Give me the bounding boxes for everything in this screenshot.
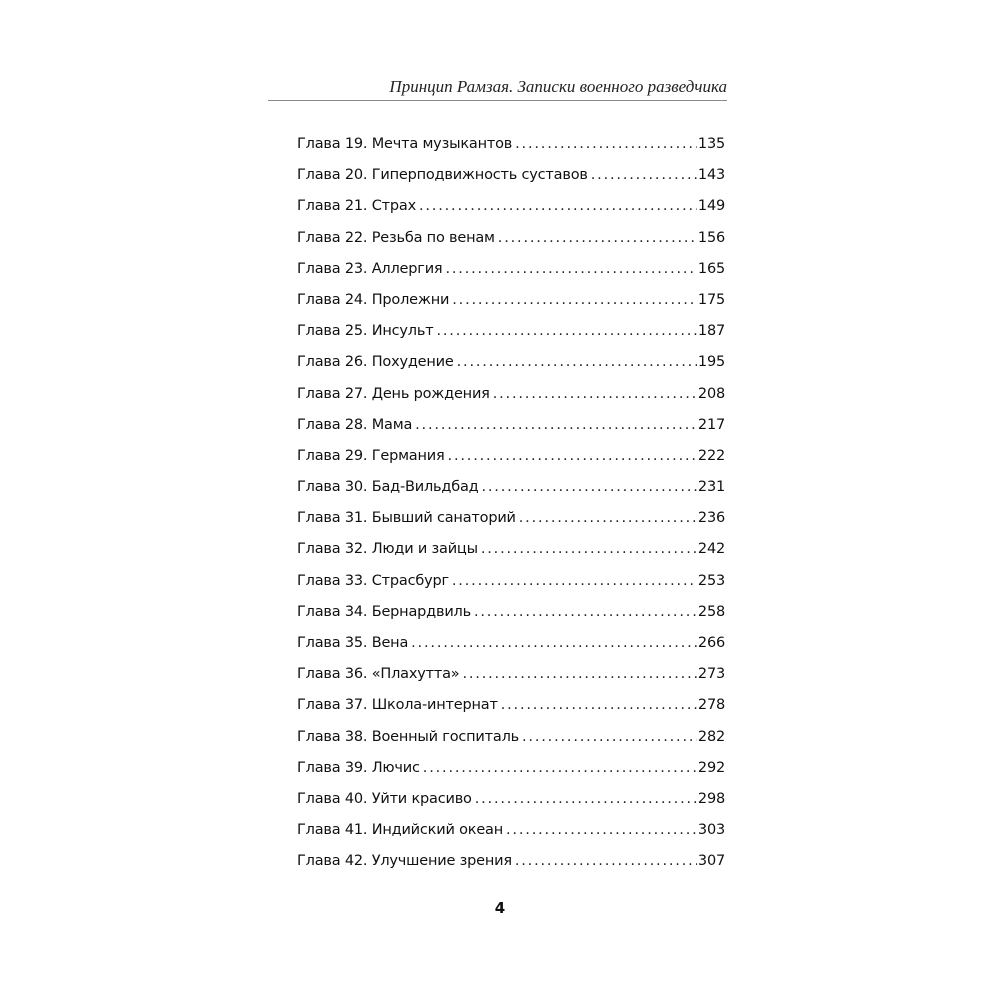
toc-dot-leader: [519, 503, 697, 534]
toc-entry-page: 156: [697, 229, 725, 246]
toc-dot-leader: [481, 534, 697, 565]
toc-entry: [297, 753, 725, 784]
toc-entry: [297, 223, 725, 254]
toc-entry-title: Глава 37. Школа-интернат: [297, 697, 498, 714]
toc-entry: [297, 503, 725, 534]
toc-entry: [297, 379, 725, 410]
toc-entry-page: 278: [697, 697, 725, 714]
toc-entry-page: 307: [697, 853, 725, 870]
toc-entry: [297, 316, 725, 347]
toc-dot-leader: [423, 753, 697, 784]
toc-entry: [297, 690, 725, 721]
toc-entry-title: Глава 41. Индийский океан: [297, 822, 504, 839]
toc-dot-leader: [436, 316, 696, 347]
toc-entry-title: Глава 19. Мечта музыкантов: [297, 136, 513, 152]
toc-entry-page: 135: [697, 136, 725, 152]
toc-entry-page: 266: [697, 635, 725, 651]
toc-entry: [297, 129, 725, 160]
toc-entry-page: 298: [697, 790, 725, 807]
toc-entry-page: 258: [697, 603, 725, 620]
toc-entry-page: 236: [697, 510, 725, 527]
toc-entry: [297, 441, 725, 472]
toc-dot-leader: [457, 347, 697, 378]
toc-dot-leader: [481, 472, 696, 503]
toc-entry-title: Глава 33. Страсбург: [297, 572, 449, 589]
toc-entry-title: Глава 27. День рождения: [297, 385, 490, 402]
toc-entry: [297, 285, 725, 316]
toc-entry-title: Глава 28. Мама: [297, 416, 413, 433]
running-head: Принцип Рамзая. Записки военного разведчика: [389, 77, 727, 96]
toc-entry-title: Глава 40. Уйти красиво: [297, 790, 472, 807]
toc-entry-page: 303: [697, 822, 725, 839]
toc-entry-title: Глава 36. «Плахутта»: [297, 666, 460, 683]
toc-entry: [297, 846, 725, 877]
toc-entry-title: Глава 39. Лючис: [297, 759, 420, 776]
toc-entry-title: Глава 26. Похудение: [297, 354, 454, 371]
toc-dot-leader: [493, 379, 697, 410]
toc-entry-title: Глава 34. Бернардвиль: [297, 603, 471, 620]
toc-dot-leader: [515, 846, 697, 877]
toc-dot-leader: [522, 722, 697, 753]
toc-dot-leader: [419, 191, 697, 222]
toc-dot-leader: [415, 410, 697, 441]
toc-entry-title: Глава 21. Страх: [297, 198, 416, 215]
toc-entry-page: 208: [697, 385, 725, 402]
toc-entry-page: 222: [697, 447, 725, 464]
toc-entry: [297, 815, 725, 846]
toc-entry: [297, 566, 725, 597]
toc-entry-page: 217: [697, 416, 725, 433]
toc-entry: [297, 534, 725, 565]
toc-dot-leader: [501, 690, 697, 721]
toc-dot-leader: [506, 815, 697, 846]
toc-entry: [297, 472, 725, 503]
toc-dot-leader: [515, 129, 697, 160]
toc-entry-title: Глава 25. Инсульт: [297, 323, 434, 340]
toc-entry: [297, 659, 725, 690]
toc-entry-title: Глава 30. Бад-Вильдбад: [297, 479, 479, 496]
toc-entry-page: 143: [697, 167, 725, 184]
toc-entry-title: Глава 32. Люди и зайцы: [297, 541, 478, 558]
toc-dot-leader: [474, 597, 697, 628]
toc-dot-leader: [411, 628, 697, 659]
toc-entry: [297, 597, 725, 628]
toc-entry-title: Глава 23. Аллергия: [297, 260, 443, 277]
toc-entry-title: Глава 29. Германия: [297, 447, 445, 464]
toc-dot-leader: [475, 784, 697, 815]
toc-entry-title: Глава 35. Вена: [297, 635, 409, 651]
toc-entry-page: 149: [697, 198, 725, 215]
toc-entry-title: Глава 31. Бывший санаторий: [297, 510, 516, 527]
toc-entry-page: 175: [697, 291, 725, 308]
toc-entry-title: Глава 38. Военный госпиталь: [297, 728, 519, 745]
toc-entry-page: 242: [697, 541, 725, 558]
toc-entry: [297, 160, 725, 191]
toc-dot-leader: [445, 254, 696, 285]
toc-entry-page: 253: [697, 572, 725, 589]
table-of-contents: [297, 129, 725, 878]
toc-entry-title: Глава 20. Гиперподвижность суставов: [297, 167, 588, 184]
toc-entry-title: Глава 24. Пролежни: [297, 291, 450, 308]
toc-entry-title: Глава 42. Улучшение зрения: [297, 853, 512, 870]
toc-dot-leader: [498, 223, 697, 254]
toc-entry-title: Глава 22. Резьба по венам: [297, 229, 495, 246]
toc-entry: [297, 254, 725, 285]
toc-entry-page: 282: [697, 728, 725, 745]
toc-entry-page: 187: [697, 323, 725, 340]
toc-entry: [297, 347, 725, 378]
toc-dot-leader: [462, 659, 696, 690]
toc-dot-leader: [452, 566, 697, 597]
toc-entry: [297, 784, 725, 815]
toc-entry-page: 165: [697, 260, 725, 277]
toc-entry: [297, 191, 725, 222]
toc-dot-leader: [452, 285, 697, 316]
toc-entry: [297, 628, 725, 659]
toc-entry: [297, 722, 725, 753]
toc-entry-page: 195: [697, 354, 725, 371]
toc-entry-page: 273: [697, 666, 725, 683]
toc-entry-page: 231: [697, 479, 725, 496]
page-number: 4: [494, 899, 506, 917]
toc-dot-leader: [448, 441, 697, 472]
toc-dot-leader: [591, 160, 697, 191]
toc-entry-page: 292: [697, 759, 725, 776]
header-rule: [268, 100, 727, 101]
toc-entry: [297, 410, 725, 441]
